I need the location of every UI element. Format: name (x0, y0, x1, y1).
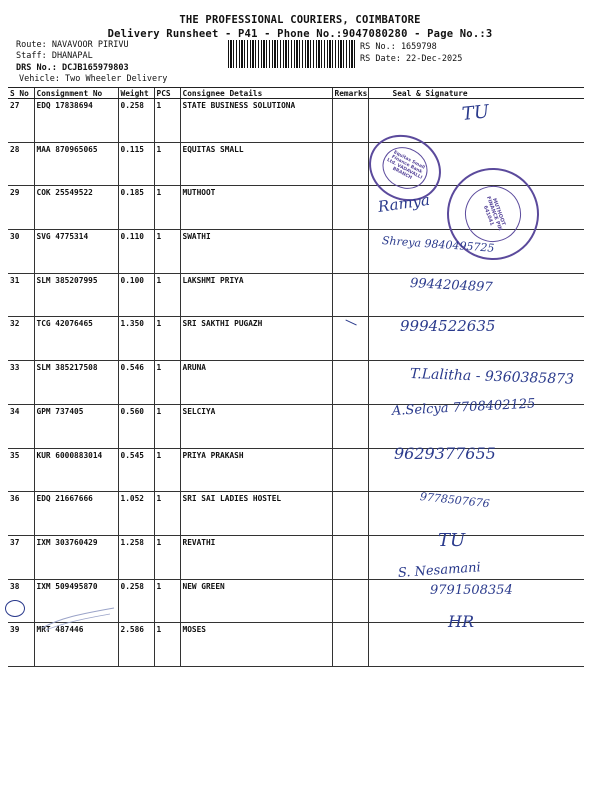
row-remarks (332, 492, 368, 536)
row-weight: 0.115 (118, 142, 154, 186)
row-sno: 37 (8, 535, 34, 579)
col-consignment: Consignment No (34, 88, 118, 99)
col-pcs: PCS (154, 88, 180, 99)
row-pcs: 1 (154, 186, 180, 230)
signature-31: 9944204897 (409, 276, 493, 296)
bank-stamp-text: Equitas Small Finance Bank Ltd. VADAVALLI BRANCH (385, 150, 426, 181)
row-39-scribble (40, 606, 118, 632)
row-remarks (332, 317, 368, 361)
row-pcs: 1 (154, 317, 180, 361)
table-row (8, 273, 584, 317)
row-pcs: 1 (154, 99, 180, 143)
row-consignee: STATE BUSINESS SOLUTIONA (180, 99, 332, 143)
col-seal-signature: Seal & Signature (368, 88, 584, 99)
row-weight: 0.546 (118, 361, 154, 405)
row-remarks (332, 361, 368, 405)
table-row (8, 99, 584, 143)
row-consignment-no: SVG 4775314 (34, 230, 118, 274)
row-weight: 0.560 (118, 404, 154, 448)
row-remarks (332, 579, 368, 623)
row-remarks (332, 404, 368, 448)
table-row (8, 317, 584, 361)
col-consignee: Consignee Details (180, 88, 332, 99)
row-pcs: 1 (154, 230, 180, 274)
row-consignment-no: EDQ 17838694 (34, 99, 118, 143)
row-remarks (332, 623, 368, 667)
row-weight: 0.258 (118, 99, 154, 143)
row-remarks (332, 448, 368, 492)
row-sno: 29 (8, 186, 34, 230)
row-consignment-no: KUR 6000883014 (34, 448, 118, 492)
row-consignee: MUTHOOT (180, 186, 332, 230)
row-consignment-no: SLM 385207995 (34, 273, 118, 317)
table-header-row (8, 88, 584, 99)
row-consignment-no: MRT 487446 (34, 623, 118, 667)
signature-33: T.Lalitha - 9360385873 (409, 366, 575, 388)
row-weight: 2.586 (118, 623, 154, 667)
row-consignee: SELCIYA (180, 404, 332, 448)
row-consignment-no: TCG 42076465 (34, 317, 118, 361)
row-remarks (332, 273, 368, 317)
row-consignee: SWATHI (180, 230, 332, 274)
row-consignment-no: COK 25549522 (34, 186, 118, 230)
row-remarks (332, 535, 368, 579)
row-weight: 0.110 (118, 230, 154, 274)
row-pcs: 1 (154, 404, 180, 448)
table-row (8, 535, 584, 579)
rs-number: RS No.: 1659798 (360, 42, 437, 52)
col-weight: Weight (118, 88, 154, 99)
row-sno: 30 (8, 230, 34, 274)
row-sno: 35 (8, 448, 34, 492)
row-pcs: 1 (154, 142, 180, 186)
row-consignee: SRI SAKTHI PUGAZH (180, 317, 332, 361)
row-sno: 27 (8, 99, 34, 143)
signature-39: HR (448, 612, 474, 631)
row-consignee: NEW GREEN (180, 579, 332, 623)
signature-37: TU (438, 530, 466, 551)
row-pcs: 1 (154, 535, 180, 579)
row-consignee: REVATHI (180, 535, 332, 579)
row-sno: 32 (8, 317, 34, 361)
row-consignee: ARUNA (180, 361, 332, 405)
signature-30: Shreya 9840495725 (381, 234, 495, 255)
signature-27: TU (460, 101, 491, 125)
row-pcs: 1 (154, 273, 180, 317)
document-title: THE PROFESSIONAL COURIERS, COIMBATORE (179, 14, 421, 26)
row-consignment-no: MAA 870965065 (34, 142, 118, 186)
row-remarks (332, 230, 368, 274)
row-sno: 33 (8, 361, 34, 405)
row-consignee: EQUITAS SMALL (180, 142, 332, 186)
row-weight: 0.185 (118, 186, 154, 230)
table-row (8, 448, 584, 492)
row-sno: 36 (8, 492, 34, 536)
muthoot-stamp-text: MUTHOOT FINANCE PIN 641041 (482, 195, 507, 232)
row-pcs: 1 (154, 448, 180, 492)
rs-date: RS Date: 22-Dec-2025 (360, 54, 463, 64)
row-consignment-no: IXM 303760429 (34, 535, 118, 579)
row-seal-signature (368, 623, 584, 667)
vehicle-label: Vehicle: Two Wheeler Delivery (19, 74, 168, 84)
row-consignment-no: GPM 737405 (34, 404, 118, 448)
row-weight: 1.350 (118, 317, 154, 361)
document-subtitle: Delivery Runsheet - P41 - Phone No.:9047080280 - Page No.:3 (107, 28, 493, 40)
row-sno: 31 (8, 273, 34, 317)
route-label: Route: NAVAVOOR PIRIVU (16, 40, 129, 50)
barcode (228, 40, 356, 68)
row-weight: 1.258 (118, 535, 154, 579)
table-row (8, 492, 584, 536)
col-sno: S No (8, 88, 34, 99)
row-consignee: MOSES (180, 623, 332, 667)
row-pcs: 1 (154, 492, 180, 536)
row-pcs: 1 (154, 579, 180, 623)
row-consignee: LAKSHMI PRIYA (180, 273, 332, 317)
signature-32: 9994522635 (400, 317, 496, 335)
signature-38-phone: 9791508354 (430, 583, 513, 598)
drs-number: DRS No.: DCJB165979803 (16, 63, 129, 73)
row-consignment-no: SLM 385217508 (34, 361, 118, 405)
row-sno: 34 (8, 404, 34, 448)
row-remarks (332, 186, 368, 230)
row-weight: 0.258 (118, 579, 154, 623)
row-consignment-no: IXM 509495870 (34, 579, 118, 623)
row-weight: 1.052 (118, 492, 154, 536)
row-pcs: 1 (154, 361, 180, 405)
row-sno: 39 (8, 623, 34, 667)
signature-34: A.Selcya 7708402125 (391, 396, 536, 419)
row-sno: 28 (8, 142, 34, 186)
signature-29: Ramya (376, 190, 431, 216)
row-consignee: PRIYA PRAKASH (180, 448, 332, 492)
row-weight: 0.100 (118, 273, 154, 317)
staff-label: Staff: DHANAPAL (16, 51, 93, 61)
row-remarks (332, 142, 368, 186)
row-pcs: 1 (154, 623, 180, 667)
signature-38-name: S. Nesamani (397, 560, 482, 581)
row-consignment-no: EDQ 21667666 (34, 492, 118, 536)
row-consignee: SRI SAI LADIES HOSTEL (180, 492, 332, 536)
signature-35: 9629377655 (394, 444, 496, 463)
row-sno: 38 (8, 579, 34, 623)
row-remarks (332, 99, 368, 143)
col-remarks: Remarks (332, 88, 368, 99)
signature-36: 9778507676 (419, 490, 491, 511)
row-weight: 0.545 (118, 448, 154, 492)
row-39-circle-mark (5, 600, 25, 617)
